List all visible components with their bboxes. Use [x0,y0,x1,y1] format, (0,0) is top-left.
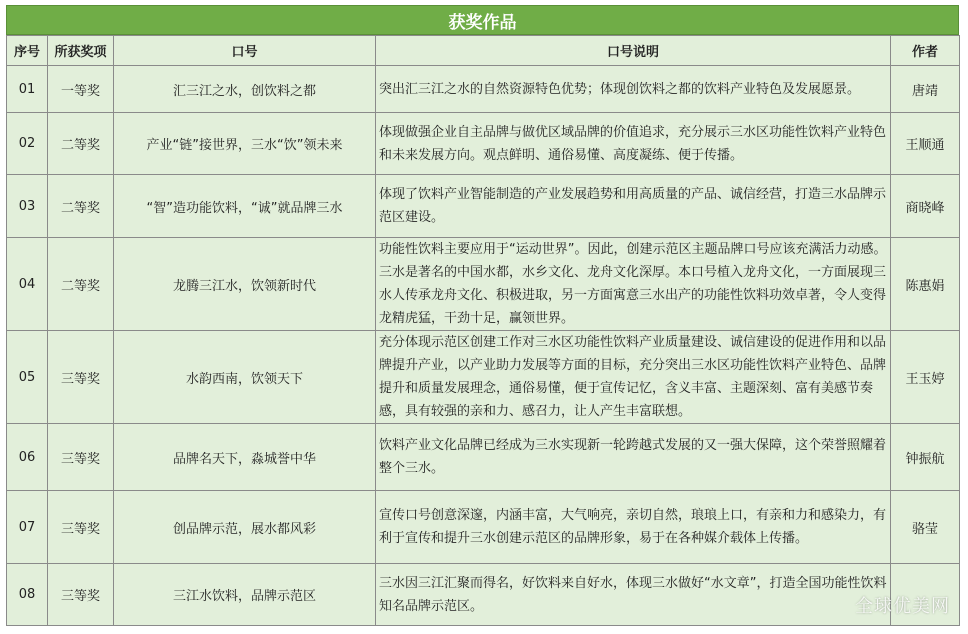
awards-table [6,35,960,626]
cell-number: 03 [7,175,48,238]
cell-slogan: 汇三江之水，创饮料之都 [114,66,376,113]
table-row [7,113,960,175]
header-author: 作者 [891,36,960,66]
cell-number: 04 [7,238,48,331]
table-row [7,491,960,564]
cell-award: 三等奖 [48,564,114,626]
cell-award: 一等奖 [48,66,114,113]
cell-number: 06 [7,424,48,491]
table-row [7,424,960,491]
header-description: 口号说明 [376,36,891,66]
table-row [7,331,960,424]
table-title: 获奖作品 [6,5,959,35]
watermark: 全球优美网 [855,596,950,617]
cell-slogan: 龙腾三江水，饮领新时代 [114,238,376,331]
header-number: 序号 [7,36,48,66]
table-row [7,175,960,238]
cell-number: 08 [7,564,48,626]
cell-slogan: 创品牌示范，展水都风彩 [114,491,376,564]
cell-award: 二等奖 [48,113,114,175]
cell-slogan: 三江水饮料，品牌示范区 [114,564,376,626]
cell-slogan: 品牌名天下，淼城誉中华 [114,424,376,491]
table-row [7,238,960,331]
cell-award: 二等奖 [48,175,114,238]
cell-number: 01 [7,66,48,113]
cell-award: 二等奖 [48,238,114,331]
cell-number: 05 [7,331,48,424]
cell-author: 王玉婷 [891,331,960,424]
cell-award: 三等奖 [48,491,114,564]
cell-description: 三水因三江汇聚而得名，好饮料来自好水，体现三水做好“水文章”，打造全国功能性饮料知名品牌示范区。 [376,564,891,626]
cell-author: 陈惠娟 [891,238,960,331]
cell-award: 三等奖 [48,331,114,424]
cell-description: 体现了饮料产业智能制造的产业发展趋势和用高质量的产品、诚信经营，打造三水品牌示范区建设。 [376,175,891,238]
cell-author: 钟振航 [891,424,960,491]
table-row [7,66,960,113]
cell-number: 07 [7,491,48,564]
cell-description: 充分体现示范区创建工作对三水区功能性饮料产业质量建设、诚信建设的促进作用和以品牌提升产业，以产业助力发展等方面的目标，充分突出三水区功能性饮料产业特色、品牌提升和质量发展理念，通俗易懂，便于宣传记忆，含义丰富、主题深刻、富有美感节奏感，具有较强的亲和力、感召力，让人产生丰富联想。 [376,331,891,424]
cell-award: 三等奖 [48,424,114,491]
cell-author: 唐靖 [891,66,960,113]
header-award: 所获奖项 [48,36,114,66]
table-header-row [7,36,960,66]
cell-slogan: 水韵西南，饮领天下 [114,331,376,424]
header-slogan: 口号 [114,36,376,66]
cell-author: 王顺通 [891,113,960,175]
cell-description: 突出汇三江之水的自然资源特色优势；体现创饮料之都的饮料产业特色及发展愿景。 [376,66,891,113]
cell-slogan: 产业“链”接世界，三水“饮”领未来 [114,113,376,175]
cell-slogan: “智”造功能饮料，“诚”就品牌三水 [114,175,376,238]
cell-author: 骆莹 [891,491,960,564]
cell-description: 宣传口号创意深邃，内涵丰富，大气响亮，亲切自然，琅琅上口，有亲和力和感染力，有利于宣传和提升三水创建示范区的品牌形象，易于在各种媒介载体上传播。 [376,491,891,564]
table-row [7,564,960,626]
cell-number: 02 [7,113,48,175]
cell-author: 商晓峰 [891,175,960,238]
cell-description: 体现做强企业自主品牌与做优区域品牌的价值追求，充分展示三水区功能性饮料产业特色和未来发展方向。观点鲜明、通俗易懂、高度凝练、便于传播。 [376,113,891,175]
cell-description: 饮料产业文化品牌已经成为三水实现新一轮跨越式发展的又一强大保障，这个荣誉照耀着整个三水。 [376,424,891,491]
cell-description: 功能性饮料主要应用于“运动世界”。因此，创建示范区主题品牌口号应该充满活力动感。三水是著名的中国水都，水乡文化、龙舟文化深厚。本口号植入龙舟文化，一方面展现三水人传承龙舟文化、积极进取，另一方面寓意三水出产的功能性饮料功效卓著，令人变得龙精虎猛，干劲十足，赢领世界。 [376,238,891,331]
